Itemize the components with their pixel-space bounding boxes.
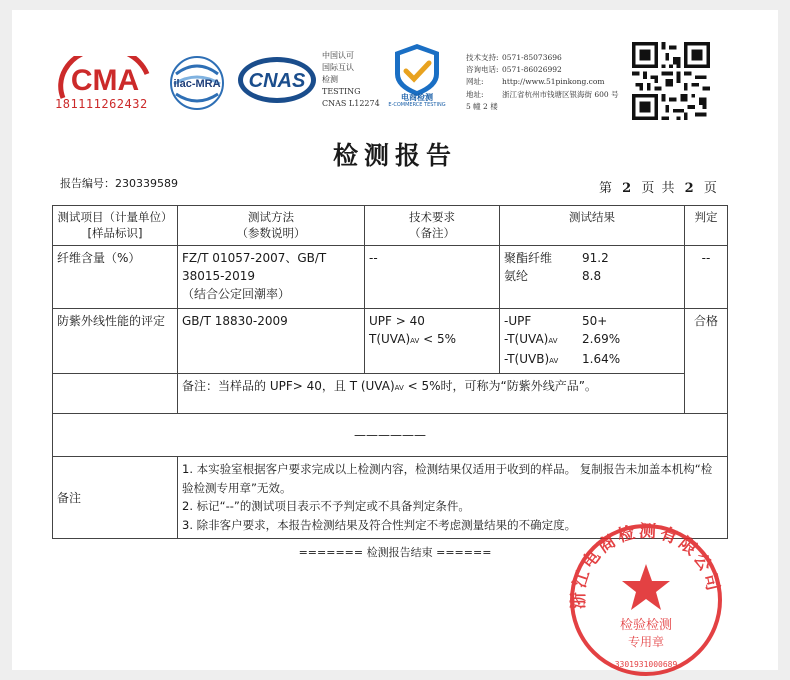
row-result: -UPF 50+ -T(UVA)AV 2.69% -T(UVB)AV 1.64%: [504, 314, 621, 366]
cnas-logo-icon: [236, 55, 318, 105]
qr-code-icon: [632, 42, 710, 120]
page-indicator: 第 2 页 共 2 页: [599, 181, 717, 196]
row-method: FZ/T 01057-2007、GB/T 38015-2019 （结合公定回潮率）: [182, 251, 327, 301]
seal-line1: 检验检测: [619, 618, 673, 633]
row-result: 聚酯纤维 91.2 氨纶 8.8: [504, 251, 609, 283]
ecommerce-testing-label: 电商检测: [401, 93, 433, 102]
official-seal-icon: [565, 520, 727, 680]
cma-logo-text: CMA: [70, 64, 140, 97]
accreditation-text: 中国认可 国际互认 检测 TESTING CNAS L12274: [322, 51, 380, 108]
header-result: 测试结果: [500, 206, 685, 246]
header-item: 测试项目（计量单位） [样品标识]: [53, 206, 178, 246]
seal-org-name: 浙江电商检测有限公司: [568, 521, 724, 610]
row-judgement: --: [701, 251, 711, 265]
result-table: [52, 205, 728, 539]
header-requirement: 技术要求 （备注）: [365, 206, 500, 246]
contact-info: 技术支持: 0571-85073696 咨询电话: 0571-86026992 网址: http://www.51pinkong.com 地址: 浙江省杭州市钱塘区银海街 600 号 5 幢 2 楼: [466, 53, 619, 111]
row-item: 防紫外线性能的评定: [57, 314, 166, 328]
cma-code: 181111262432: [55, 97, 148, 111]
row-judgement: 合格: [693, 314, 718, 328]
row-requirement: --: [369, 251, 378, 265]
report-number: 报告编号：230339589: [60, 177, 178, 190]
seal-line2: 专用章: [627, 635, 665, 649]
notes-list: 1. 本实验室根据客户要求完成以上检测内容，检测结果仅适用于收到的样品。 复制报告未加盖本机构“检验检测专用章”无效。 2. 标记“--”的测试项目表示不予判定或不具备判定条件。 3. 除非客户要求，本报告检测结果及符合性判定不考虑测量结果的不确定度。: [182, 462, 713, 532]
notes-label: 备注: [57, 490, 82, 505]
blank-dash: ——————: [354, 428, 426, 442]
table-header-row: [53, 206, 728, 246]
table-row-remark: [53, 374, 728, 414]
row-item: 纤维含量（%）: [57, 251, 141, 265]
table-row-blank: [53, 414, 728, 457]
ilac-mra-logo-icon: [164, 54, 230, 112]
row-requirement: UPF > 40 T(UVA)AV < 5%: [369, 314, 457, 346]
ilac-logo-text: ilac-MRA: [173, 78, 221, 90]
table-row: [53, 309, 728, 374]
header-method: 测试方法 （参数说明）: [178, 206, 365, 246]
ecommerce-testing-sublabel: E-COMMERCE TESTING: [388, 102, 446, 108]
cnas-logo-text: CNAS: [248, 70, 306, 92]
table-row: [53, 246, 728, 309]
uv-remark: 备注：当样品的 UPF> 40，且 T (UVA)AV < 5%时，可称为“防紫外线产品”。: [182, 379, 597, 393]
report-end-marker: ======= 检测报告结束 ======: [298, 546, 492, 559]
page-title: 检测报告: [332, 141, 457, 170]
row-method: GB/T 18830-2009: [182, 314, 288, 328]
seal-code: 3301931000689: [614, 660, 678, 669]
header-judgement: 判定: [685, 206, 728, 246]
